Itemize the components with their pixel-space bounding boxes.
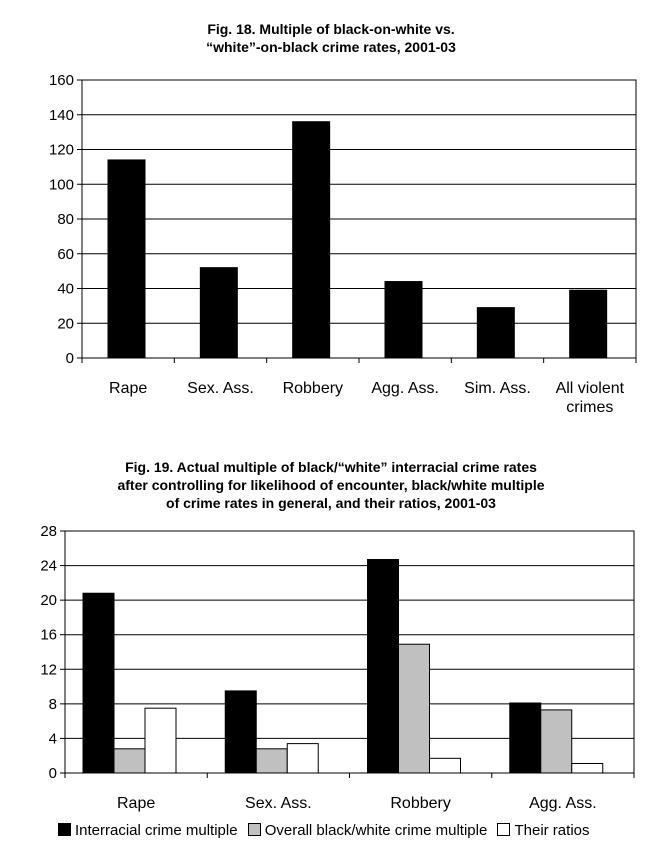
y-tick-label: 24 (40, 557, 57, 575)
legend-label-overall: Overall black/white crime multiple (264, 822, 488, 839)
bar (83, 593, 114, 773)
x-tick-label: Rape (109, 380, 148, 397)
y-tick-label: 140 (48, 106, 74, 124)
bar (572, 763, 603, 773)
y-tick-label: 120 (48, 141, 74, 159)
legend-label-ratios: Their ratios (514, 822, 590, 839)
y-tick-label: 100 (48, 176, 74, 194)
legend-label-interracial: Interracial crime multiple (75, 822, 238, 839)
chart-2-legend (58, 822, 596, 839)
chart-2-title-line-3: of crime rates in general, and their ratios, 2001-03 (166, 495, 496, 511)
y-tick-label: 4 (48, 730, 57, 748)
bar (287, 744, 318, 773)
y-tick-label: 20 (57, 315, 74, 333)
y-tick-label: 60 (57, 245, 74, 263)
bar (145, 708, 176, 773)
bar (114, 749, 145, 773)
y-tick-label: 160 (48, 72, 74, 89)
legend-swatch-white (497, 823, 510, 836)
legend-swatch-black (58, 823, 71, 836)
legend-swatch-gray (248, 823, 261, 836)
bar (368, 560, 399, 773)
legend-item-overall (248, 822, 492, 839)
x-tick-label: Robbery (390, 795, 451, 812)
y-tick-label: 40 (57, 280, 74, 298)
y-tick-label: 8 (48, 695, 57, 713)
chart-2-title-line-1: Fig. 19. Actual multiple of black/“white” interracial crime rates (125, 459, 537, 475)
chart-1-title-line-1: Fig. 18. Multiple of black-on-white vs. (207, 21, 455, 37)
y-tick-label: 20 (40, 592, 57, 610)
bar (225, 691, 256, 773)
x-tick-label: Rape (117, 795, 156, 812)
y-tick-label: 0 (65, 350, 74, 367)
x-tick-label: All violent (555, 380, 625, 397)
x-tick-label: Sim. Ass. (464, 380, 531, 397)
legend-item-interracial (58, 822, 242, 839)
bar (256, 749, 287, 773)
x-tick-label: Agg. Ass. (529, 795, 597, 812)
bar (510, 703, 541, 773)
x-tick-label: Robbery (282, 380, 344, 397)
bar (399, 644, 430, 773)
y-tick-label: 28 (40, 523, 57, 540)
y-tick-label: 16 (40, 626, 57, 644)
x-tick-label: Agg. Ass. (371, 380, 439, 397)
x-tick-label: Sex. Ass. (187, 380, 254, 397)
bar (541, 710, 572, 773)
x-tick-label: Sex. Ass. (245, 795, 312, 812)
x-tick-label: crimes (566, 399, 614, 416)
bar (430, 758, 461, 773)
y-tick-label: 0 (48, 765, 57, 782)
y-tick-label: 12 (40, 661, 57, 679)
chart-1-title-line-2: “white”-on-black crime rates, 2001-03 (206, 39, 456, 55)
y-tick-label: 80 (57, 211, 74, 228)
chart-2-title-line-2: after controlling for likelihood of encounter, black/white multiple (117, 477, 545, 493)
legend-item-ratios (497, 822, 589, 839)
